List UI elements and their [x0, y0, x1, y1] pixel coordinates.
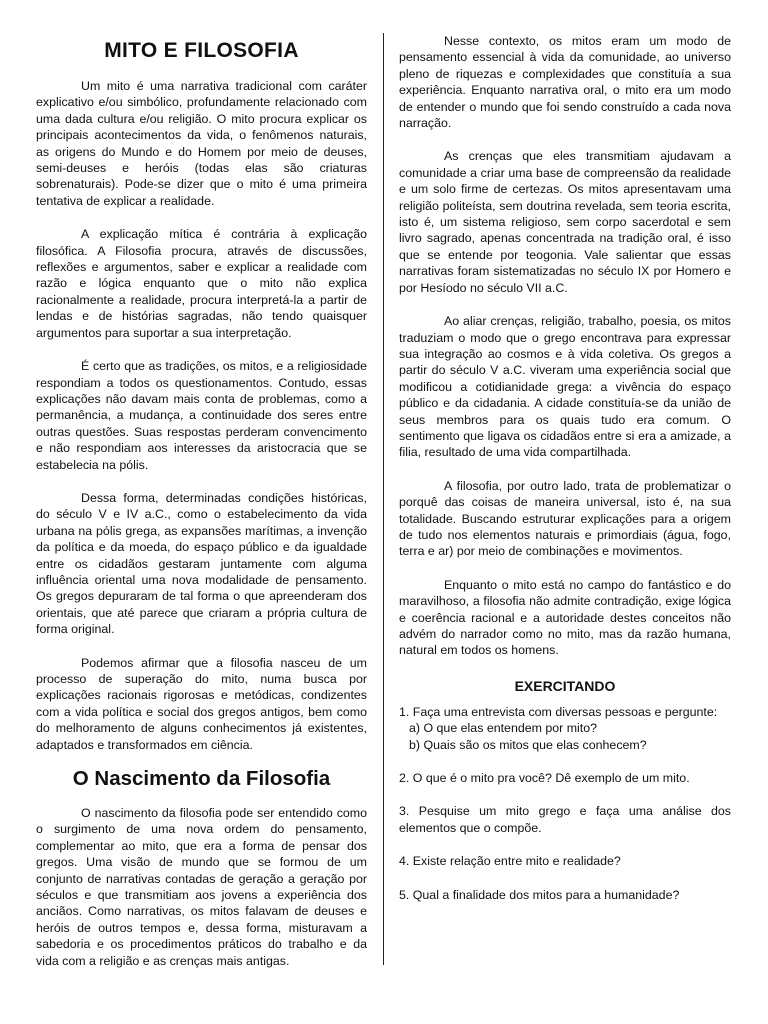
paragraph: A explicação mítica é contrária à explicação filosófica. A Filosofia procura, através de discussões, reflexões e argumentos, saber e explicar a realidade com razão e lógica enquanto que o mito não explica racionalmente a realidade, procura interpretá-la a partir de lendas e de histórias sagradas, não tendo quaisquer argumentos para suportar a sua interpretação.: [36, 227, 367, 340]
paragraph: Ao aliar crenças, religião, trabalho, poesia, os mitos traduziam o modo que o grego encontrava para expressar sua integração ao cosmos e à vida coletiva. Os gregos a partir do século V a.C. viveram uma experiência social que modificou a cotidianidade grega: a vivência do espaço público e da cidadania. A cidade constituía-se da união de seus membros para os quais tudo era comum. O sentimento que ligava os cidadãos entre si era a amizade, a filia, resultado de uma vida compartilhada.: [399, 314, 731, 460]
exercise-question-1: [399, 704, 731, 753]
exercise-question-5: 5. Qual a finalidade dos mitos para a humanidade?: [399, 887, 680, 902]
page-title: MITO E FILOSOFIA: [104, 39, 299, 62]
exercise-question-4: 4. Existe relação entre mito e realidade?: [399, 854, 621, 869]
question-text: 1. Faça uma entrevista com diversas pessoas e pergunte:: [399, 704, 718, 719]
exercise-question-3: 3. Pesquise um mito grego e faça uma análise dos elementos que o compõe.: [399, 804, 731, 835]
paragraph: Dessa forma, determinadas condições históricas, do século V e IV a.C., como o estabelecimento da vida urbana na pólis grega, as expansões marítimas, a invenção da política e da moeda, do espaço público e da igualdade entre os cidadãos gestaram juntamente com alguma influência oriental uma nova modalidade de pensamento. Os gregos depuraram de tal forma o que apreenderam dos orientais, que até parece que criaram a própria cultura de forma original.: [36, 490, 367, 637]
column-divider: [383, 33, 384, 965]
sub-question-b: b) Quais são os mitos que elas conhecem?: [409, 737, 647, 752]
paragraph: Podemos afirmar que a filosofia nasceu de um processo de superação do mito, numa busca por explicações racionais rigorosas e metódicas, condizentes com a vida política e social dos gregos antigos, bem como do melhoramento de alguns conhecimentos já existentes, adaptados e transformados em ciência.: [36, 655, 367, 752]
left-column: [36, 33, 367, 986]
section-title: O Nascimento da Filosofia: [72, 767, 331, 791]
exercise-question-2: 2. O que é o mito pra você? Dê exemplo de um mito.: [399, 771, 690, 786]
exercises-title: EXERCITANDO: [514, 677, 616, 694]
paragraph: Um mito é uma narrativa tradicional com caráter explicativo e/ou simbólico, profundamente relacionado com uma dada cultura e/ou religião. O mito procura explicar os principais acontecimentos da vida, o fenômenos naturais, as origens do Mundo e do Homem por meio de deuses, semi-deuses e heróis (todas elas são criaturas sobrenaturais). Pode-se dizer que o mito é uma primeira tentativa de explicar a realidade.: [36, 79, 367, 208]
paragraph: É certo que as tradições, os mitos, e a religiosidade respondiam a todos os questionamentos. Contudo, essas explicações não davam mais conta de problemas, como a permanência, a mudança, a continuidade dos seres entre outras questões. Suas respostas perderam convencimento e não respondiam aos interesses da aristocracia que se estabelecia na pólis.: [36, 359, 367, 472]
paragraph: Nesse contexto, os mitos eram um modo de pensamento essencial à vida da comunidade, ao universo pleno de riquezas e complexidades que constituía a sua experiência. Enquanto narrativa oral, o mito era um modo de entender o mundo que foi sendo construído a cada nova narração.: [399, 34, 731, 131]
paragraph: A filosofia, por outro lado, trata de problematizar o porquê das coisas de maneira universal, isto é, na sua totalidade. Buscando estruturar explicações para a origem de tudo nos elementos naturais e primordiais (água, fogo, terra e ar) por meio de combinações e movimentos.: [399, 478, 731, 559]
right-column: [399, 33, 731, 920]
paragraph: Enquanto o mito está no campo do fantástico e do maravilhoso, a filosofia não admite contradição, exige lógica e coerência racional e a autoridade destes conceitos não advém do narrador como no mito, mas da razão humana, natural em todos os homens.: [399, 577, 731, 658]
sub-question-a: a) O que elas entendem por mito?: [409, 721, 598, 736]
paragraph: O nascimento da filosofia pode ser entendido como o surgimento de uma nova ordem do pensamento, complementar ao mito, que era a forma de pensar dos gregos. Uma visão de mundo que se formou de um conjunto de narrativas contadas de geração a geração por séculos e que transmitiam aos jovens a experiência dos anciãos. Como narrativas, os mitos falavam de deuses e heróis de outros tempos e, dessa forma, misturavam a sabedoria e os procedimentos práticos do trabalho e da vida com a religião e as crenças mais antigas.: [36, 806, 367, 968]
paragraph: As crenças que eles transmitiam ajudavam a comunidade a criar uma base de compreensão da realidade e um solo firme de certezas. Os mitos apresentavam uma religião politeísta, sem doutrina revelada, sem teoria escrita, isto é, um sistema religioso, sem corpo sacerdotal e sem livro sagrado, apenas concentrada na tradição oral, é isso que se entende por teogonia. Vale salientar que essas narrativas foram sistematizadas no século IX por Homero e por Hesíodo no século VII a.C.: [399, 149, 731, 295]
